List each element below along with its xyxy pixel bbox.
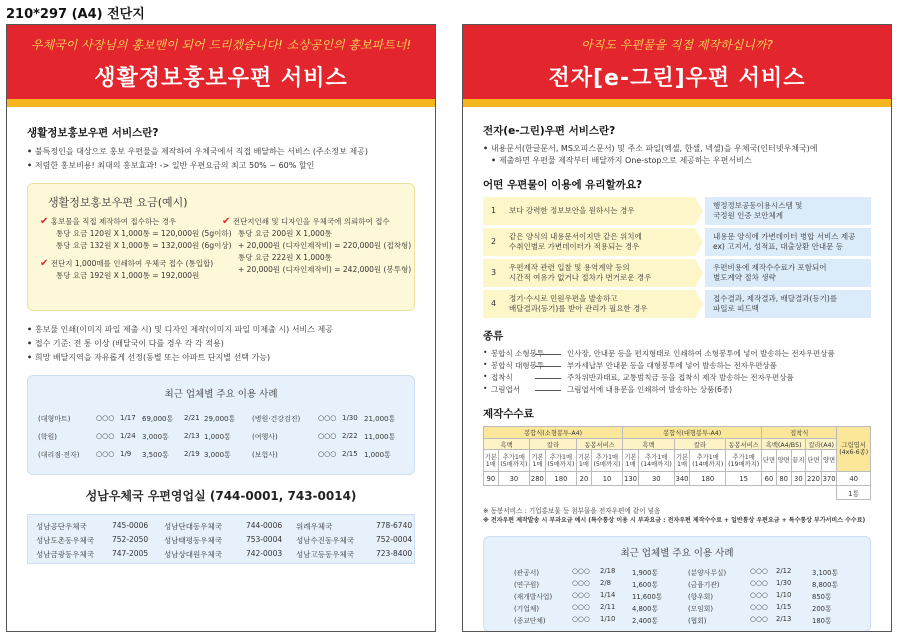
fee-line: 통당 요금 222원 X 1,000통	[238, 253, 332, 262]
office-title: 성남우체국 우편영업실 (744-0001, 743-0014)	[85, 489, 357, 503]
kind-heading: 종류	[483, 330, 504, 342]
right-usage-box	[483, 536, 871, 632]
fee-col-self	[40, 216, 232, 282]
notes	[483, 506, 871, 526]
office-list	[27, 514, 415, 564]
table-row: (대리점·전자) ○○○ 1/9 3,500통 2/19 3,000통 (보험사) ○○○ 2/15 1,000통	[38, 450, 391, 459]
arrow-right-icon	[695, 197, 703, 225]
list-item: • 희망 배달지역을 자유롭게 선정(동별 또는 아파트 단지별 선택 가능)	[27, 351, 415, 365]
fee-line: 통당 요금 200원 X 1,000통	[238, 229, 332, 238]
fee-heading: 제작수수료	[483, 408, 534, 420]
fee-line: 통당 요금 132원 X 1,000통 = 132,000원 (6g이상)	[56, 241, 232, 250]
which-num: 2	[491, 237, 497, 246]
which-num: 3	[491, 268, 497, 277]
check-icon: ✔	[40, 216, 49, 227]
list-item: • 그림엽서 그림엽서에 내용문을 인쇄하여 발송하는 상품(6종)	[483, 384, 733, 394]
table-head: 접착식	[762, 427, 837, 439]
right-tagline: 아직도 우편물을 직접 제작하십니까?	[581, 38, 773, 52]
list-item: • 홍보물 인쇄(이미지 파일 제출 시) 및 디자인 제작(이미지 파일 미제출 시) 서비스 제공	[27, 323, 415, 337]
table-row: (학원) ○○○ 1/24 3,000통 2/13 1,000통 (여행사) ○○○ 2/22 11,000통	[38, 432, 396, 441]
table-row: 성남공단우체국 745-0006 성남단대동우체국 744-0006 위례우체국 778-6740	[36, 521, 413, 531]
list-item: • 봉합식 대형봉투 부가세납부 안내문 등을 대형봉투에 넣어 발송하는 전자우편상품	[483, 360, 777, 370]
left-more-bullets	[27, 323, 415, 365]
fee-example-box	[27, 183, 415, 311]
list-item: • 접착식 주차위반과태료, 교통범칙금 등을 접착식 제작 발송하는 전자우편상품	[483, 372, 794, 382]
right-intro-heading: 전자(e-그린)우편 서비스란?	[483, 125, 616, 137]
fee-col2-head: 전단지인쇄 및 디자인을 우체국에 의뢰하여 접수	[232, 217, 390, 226]
note: ※ 동봉서비스 : 기업홍보물 등 첨부물을 전자우편에 같이 넣음	[483, 507, 661, 515]
table-row: (대형마트) ○○○ 1/17 69,000통 2/21 29,000통 (병원·건강검진) ○○○ 1/30 21,000통	[38, 414, 396, 423]
which-num: 1	[491, 206, 497, 215]
which-list	[483, 197, 871, 318]
which-left: 보다 강력한 정보보안을 원하시는 경우	[509, 206, 635, 215]
check-icon: ✔	[222, 216, 231, 227]
which-right: 별도계약 절차 생략	[713, 273, 776, 282]
which-left: 배달결과(등기)를 받아 관리가 필요한 경우	[509, 304, 648, 313]
which-heading: 어떤 우편물이 이용에 유리할까요?	[483, 179, 643, 191]
fee-line: + 20,000원 (디자인제작비) = 242,000원 (봉투형)	[238, 265, 412, 274]
arrow-right-icon	[695, 259, 703, 287]
note: ※ 전자우편 제작발송 시 부과요금 예시 (특수통상 이용 시 부과요금 : 전자우편 제작수수료 + 일반통상 우편요금 + 특수통상 부가서비스 수수료)	[483, 517, 866, 524]
which-right: 파일로 피드백	[713, 304, 759, 313]
table-row: (관공서) ○○○ 2/18 1,900통 (분양사무실) ○○○ 2/12 3,100통	[514, 567, 839, 577]
table-row	[484, 427, 871, 439]
postcard-unit: 1통	[837, 486, 871, 500]
list-item: • 내용문서(한글문서, MS오피스문서) 및 주소 파일(엑셀, 한셀, 넥셀)을 우체국(인터넷우체국)에	[483, 143, 871, 155]
usage-title: 최근 업체별 주요 이용 사례	[164, 389, 278, 400]
which-right: 행정정보공동이용시스템 및	[713, 201, 803, 210]
which-left: 수취인별로 가변데이터가 적용되는 경우	[509, 242, 640, 251]
fee-title: 생활정보홍보우편 요금(예시)	[48, 196, 188, 209]
fee-col1b-head: 전단지 1,000매를 인쇄하여 우체국 접수 (통입합)	[50, 259, 214, 268]
table-row: 성남도촌동우체국 752-2050 성남태평동우체국 753-0004 성남수진동우체국 752-0004	[36, 535, 413, 545]
fee-line: + 20,000원 (디자인제작비) = 220,000원 (접착형)	[238, 241, 412, 250]
which-right: 내용문 양식에 가변데이터 병합 서비스 제공	[713, 232, 856, 241]
fee-table	[483, 426, 871, 500]
arrow-right-icon	[695, 228, 703, 256]
list-item: • 저렴한 홍보비용! 최대의 홍보효과! -> 일반 우편요금의 최고 50% ~ 60% 할인	[27, 159, 415, 173]
list-item: • 봉합식 소형봉투 인사장, 안내문 등을 편지형태로 인쇄하여 소형봉투에 넣어 발송하는 전자우편상품	[483, 348, 835, 358]
kind-list	[483, 348, 871, 396]
left-tagline: 우체국이 사장님의 홍보맨이 되어 드리겠습니다! 소상공인의 홍보파트너!	[30, 38, 412, 52]
which-item	[483, 228, 871, 256]
fee-line: 통당 요금 192원 X 1,000통 = 192,000원	[56, 271, 200, 280]
table-row: 흑백 칼라 동봉서비스 흑백 칼라 동봉서비스 흑백(A4/B5) 칼라(A4)	[484, 439, 871, 450]
which-item	[483, 259, 871, 287]
table-head: 봉합식(대형봉투-A4)	[623, 427, 762, 439]
left-intro-heading: 생활정보홍보우편 서비스란?	[27, 127, 159, 139]
table-row: 90 30 280 180 20 10 130 30 340 180 15 60 80 30 220 370 40	[484, 472, 871, 486]
table-row: (재개발사업) ○○○ 1/14 11,600통 (향우회) ○○○ 1/10 850통	[514, 591, 832, 601]
table-row: (기업체) ○○○ 2/11 4,800통 (모임회) ○○○ 1/15 200통	[514, 603, 832, 613]
which-left: 시간적 여유가 없거나 절차가 번거로운 경우	[509, 273, 652, 282]
which-left: 우편제작 관련 입찰 및 용역계약 등의	[509, 263, 630, 272]
which-left: 정기·수시로 민원우편을 발송하고	[509, 294, 618, 303]
fee-col-design	[222, 216, 411, 276]
which-right: 접수결과, 제작결과, 배달결과(등기)를	[713, 294, 838, 303]
which-right: 국정원 인증 보안체계	[713, 211, 783, 220]
flyer-right	[462, 24, 892, 632]
which-num: 4	[491, 299, 497, 308]
list-item: • 접수 기준: 전 통 이상 (배달국이 다를 경우 각 각 적용)	[27, 337, 415, 351]
which-item	[483, 197, 871, 225]
table-row	[484, 486, 871, 500]
left-banner	[7, 25, 435, 99]
flyer-left	[6, 24, 436, 632]
which-left: 같은 양식의 내용문서이지만 같은 위치에	[509, 232, 642, 241]
which-right: 우편비용에 제작수수료가 포함되어	[713, 263, 827, 272]
table-row: (종교단체) ○○○ 1/10 2,400통 (협회) ○○○ 2/13 180통	[514, 615, 832, 625]
left-banner-strip	[7, 99, 435, 107]
left-usage-box	[27, 375, 415, 475]
right-intro	[483, 143, 871, 167]
left-title: 생활정보홍보우편 서비스	[94, 66, 348, 91]
right-banner-strip	[463, 99, 891, 107]
page-label: 210*297 (A4) 전단지	[6, 7, 145, 22]
arrow-right-icon	[695, 290, 703, 318]
table-head: 그림엽서 (4x6-6종)	[837, 427, 871, 472]
fee-line: 통당 요금 120원 X 1,000통 = 120,000원 (5g이하)	[56, 229, 232, 238]
right-banner	[463, 25, 891, 99]
which-right: ex) 고지서, 성적표, 대출상환 안내문 등	[713, 242, 843, 251]
list-item-cont	[483, 155, 871, 167]
intro-line: 제출하면 우편물 제작부터 배달까지 One-stop으로 제공하는 우편서비스	[498, 156, 752, 165]
which-item	[483, 290, 871, 318]
table-row: 성남금광동우체국 747-2005 성남상대원우체국 742-0003 성남고등동우체국 723-8400	[36, 549, 413, 559]
right-title: 전자[e-그린]우편 서비스	[548, 66, 806, 91]
list-item: • 불특정인을 대상으로 홍보 우편물을 제작하여 우체국에서 직접 배달하는 서비스 (주소정보 제공)	[27, 145, 415, 159]
table-row: (연구원) ○○○ 2/8 1,600통 (금융기관) ○○○ 1/30 8,800통	[514, 579, 839, 589]
usage-title: 최근 업체별 주요 이용 사례	[620, 548, 734, 559]
fee-col1-head: 홍보물을 직접 제작하여 접수하는 경우	[50, 217, 177, 226]
left-intro-bullets	[27, 145, 415, 173]
check-icon: ✔	[40, 258, 49, 269]
table-row: 기본 1매 추가1매 (5매까지) 기본 1매 추가1매 (5매까지) 기본 1매 추가1매 (5매까지) 기본 1매 추가1매 (14매까지) 기본 1매 추가1매 (14매까지) 추가1매 (19매까지) 단면 양면 끝지 단면 양면	[484, 450, 871, 472]
table-head: 봉합식(소형봉투-A4)	[484, 427, 623, 439]
